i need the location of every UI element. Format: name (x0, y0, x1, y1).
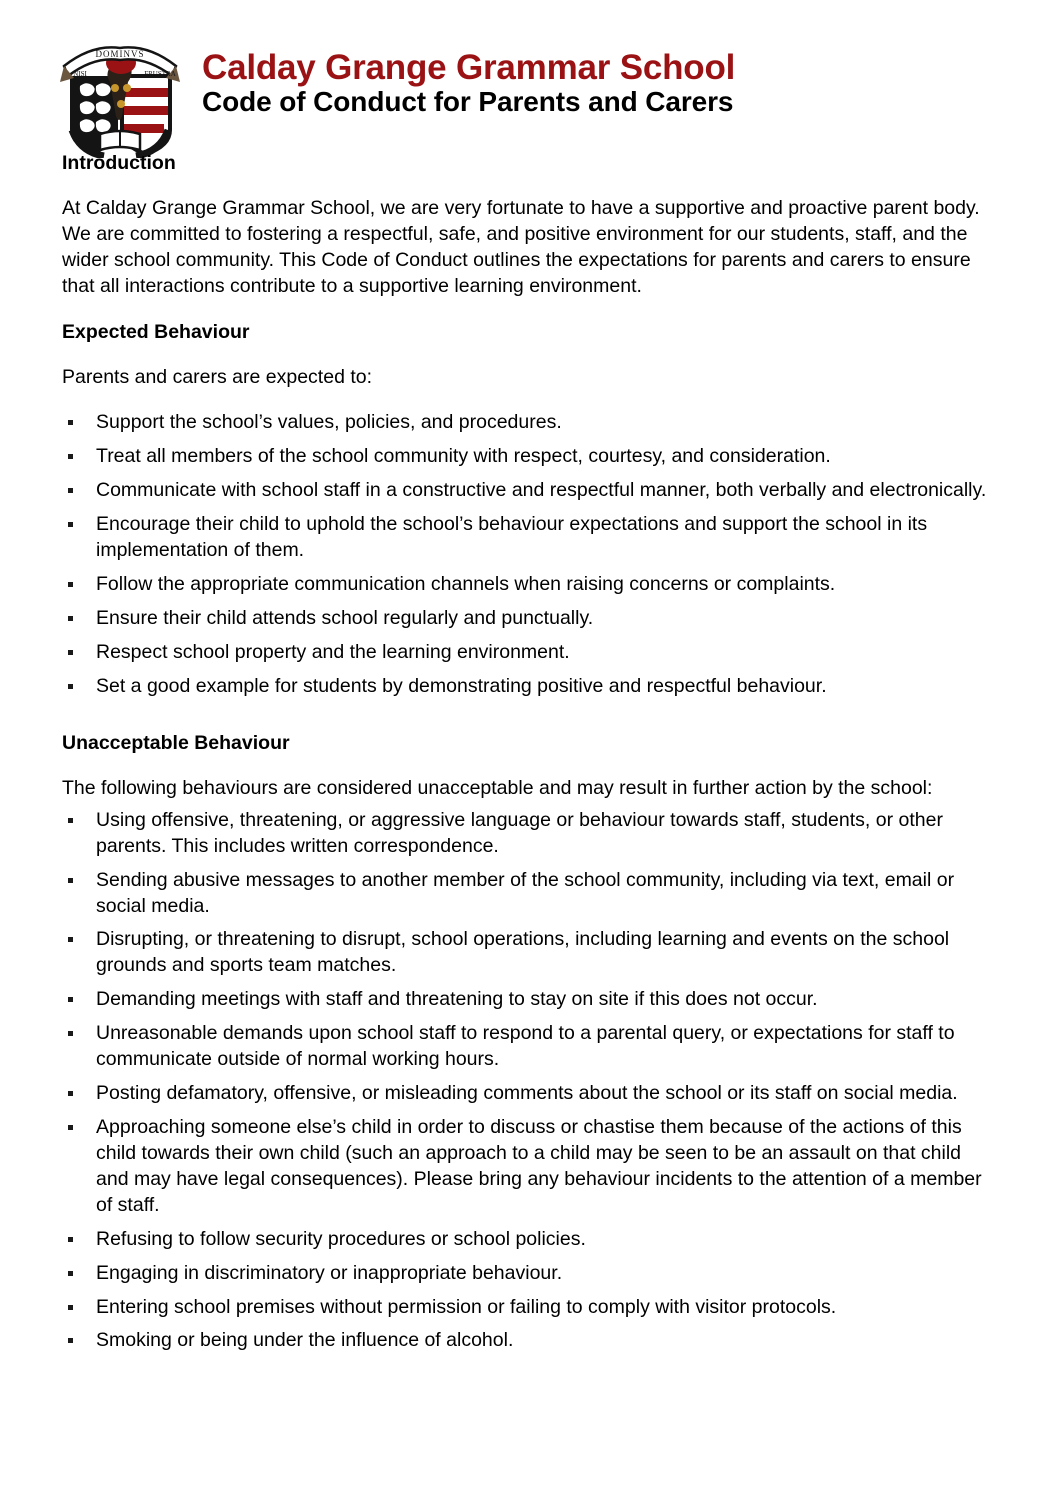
bullet-square-icon (68, 937, 73, 942)
header-title-block (202, 22, 735, 118)
list-item-text: Unreasonable demands upon school staff to respond to a parental query, or expectations for staff to communicate outside of normal working hours. (96, 1022, 955, 1071)
bullet-square-icon (68, 1271, 73, 1276)
bullet-square-icon (68, 1031, 73, 1036)
list-item (62, 987, 996, 1013)
bullet-square-icon (68, 522, 73, 527)
section-expected-behaviour (62, 319, 996, 700)
list-item-text: Posting defamatory, offensive, or misleading comments about the school or its staff on social media. (96, 1082, 958, 1105)
list-item-text: Set a good example for students by demonstrating positive and respectful behaviour. (96, 674, 827, 697)
bullet-square-icon (68, 684, 73, 689)
svg-text:NISI: NISI (73, 70, 87, 78)
list-item-text: Follow the appropriate communication channels when raising concerns or complaints. (96, 572, 836, 595)
bullet-square-icon (68, 1305, 73, 1310)
list-item (62, 868, 996, 920)
list-item-text: Disrupting, or threatening to disrupt, school operations, including learning and events on the school grounds and sports team matches. (96, 928, 950, 977)
svg-text:DOMINVS: DOMINVS (95, 49, 145, 59)
list-item (62, 512, 996, 564)
section-introduction (62, 150, 996, 300)
list-item (62, 1328, 996, 1354)
list-item (62, 444, 996, 470)
document-header (0, 0, 1058, 150)
bullet-square-icon (68, 818, 73, 823)
bullet-square-icon (68, 488, 73, 493)
list-item-text: Respect school property and the learning environment. (96, 640, 570, 663)
list-item (62, 808, 996, 860)
bullet-square-icon (68, 1091, 73, 1096)
unacceptable-behaviour-list (62, 808, 996, 1355)
bullet-square-icon (68, 1237, 73, 1242)
list-item-text: Using offensive, threatening, or aggressive language or behaviour towards staff, students, or other parents. This includes written correspondence. (96, 808, 943, 857)
school-name: Calday Grange Grammar School (202, 48, 736, 87)
list-item-text: Encourage their child to uphold the school’s behaviour expectations and support the school in its implementation of them. (96, 513, 928, 561)
list-item-text: Refusing to follow security procedures or school policies. (96, 1227, 586, 1250)
section-heading: Expected Behaviour (62, 321, 250, 343)
list-item-text: Support the school’s values, policies, and procedures. (96, 411, 562, 434)
list-item (62, 1261, 996, 1287)
list-item-text: Ensure their child attends school regularly and punctually. (96, 606, 594, 629)
bullet-square-icon (68, 650, 73, 655)
list-item-text: Approaching someone else’s child in order to discuss or chastise them because of the actions of this child towards their own child (such an approach to a child may be seen to be an assault on that child and may have legal consequences). Please bring any behaviour incidents to the attention of a member of staff. (96, 1115, 982, 1216)
list-item (62, 1295, 996, 1321)
list-item (62, 410, 996, 436)
list-item (62, 572, 996, 598)
list-item-text: Entering school premises without permission or failing to comply with visitor protocols. (96, 1295, 837, 1318)
list-item (62, 606, 996, 632)
bullet-square-icon (68, 454, 73, 459)
bullet-square-icon (68, 616, 73, 621)
list-item (62, 478, 996, 504)
list-item-text: Communicate with school staff in a constructive and respectful manner, both verbally and electronically. (96, 479, 987, 502)
list-item (62, 674, 996, 700)
bullet-square-icon (68, 420, 73, 425)
bullet-square-icon (68, 1338, 73, 1343)
school-crest-icon (56, 26, 184, 158)
section-heading: Unacceptable Behaviour (62, 731, 290, 754)
list-item (62, 927, 996, 979)
document-body (0, 150, 1058, 1354)
list-item-text: Engaging in discriminatory or inappropriate behaviour. (96, 1261, 563, 1284)
paragraph: Parents and carers are expected to: (62, 366, 373, 389)
list-item-text: Demanding meetings with staff and threatening to stay on site if this does not occur. (96, 988, 818, 1011)
list-item-text: Smoking or being under the influence of alcohol. (96, 1329, 514, 1352)
list-item (62, 1227, 996, 1253)
bullet-square-icon (68, 878, 73, 883)
list-item (62, 1081, 996, 1107)
paragraph: At Calday Grange Grammar School, we are very fortunate to have a supportive and proactive parent body. We are committed to fostering a respectful, safe, and positive environment for our students, staff, and the wider school community. This Code of Conduct outlines the expectations for parents and carers to ensure that all interactions contribute to a supportive learning environment. (62, 197, 980, 298)
paragraph: The following behaviours are considered unacceptable and may result in further action by the school: (62, 776, 933, 799)
list-item-text: Treat all members of the school community with respect, courtesy, and consideration. (96, 445, 831, 468)
svg-text:FRUSTRA: FRUSTRA (144, 70, 176, 78)
list-item (62, 1021, 996, 1073)
bullet-square-icon (68, 997, 73, 1002)
list-item (62, 1115, 996, 1219)
expected-behaviour-list (62, 410, 996, 699)
section-spacer (62, 718, 996, 730)
section-unacceptable-behaviour (62, 730, 996, 1355)
bullet-square-icon (68, 582, 73, 587)
bullet-square-icon (68, 1125, 73, 1130)
list-item-text: Sending abusive messages to another member of the school community, including via text, email or social media. (96, 868, 955, 917)
section-heading: Introduction (62, 152, 176, 174)
document-title: Code of Conduct for Parents and Carers (202, 86, 734, 118)
list-item (62, 640, 996, 666)
